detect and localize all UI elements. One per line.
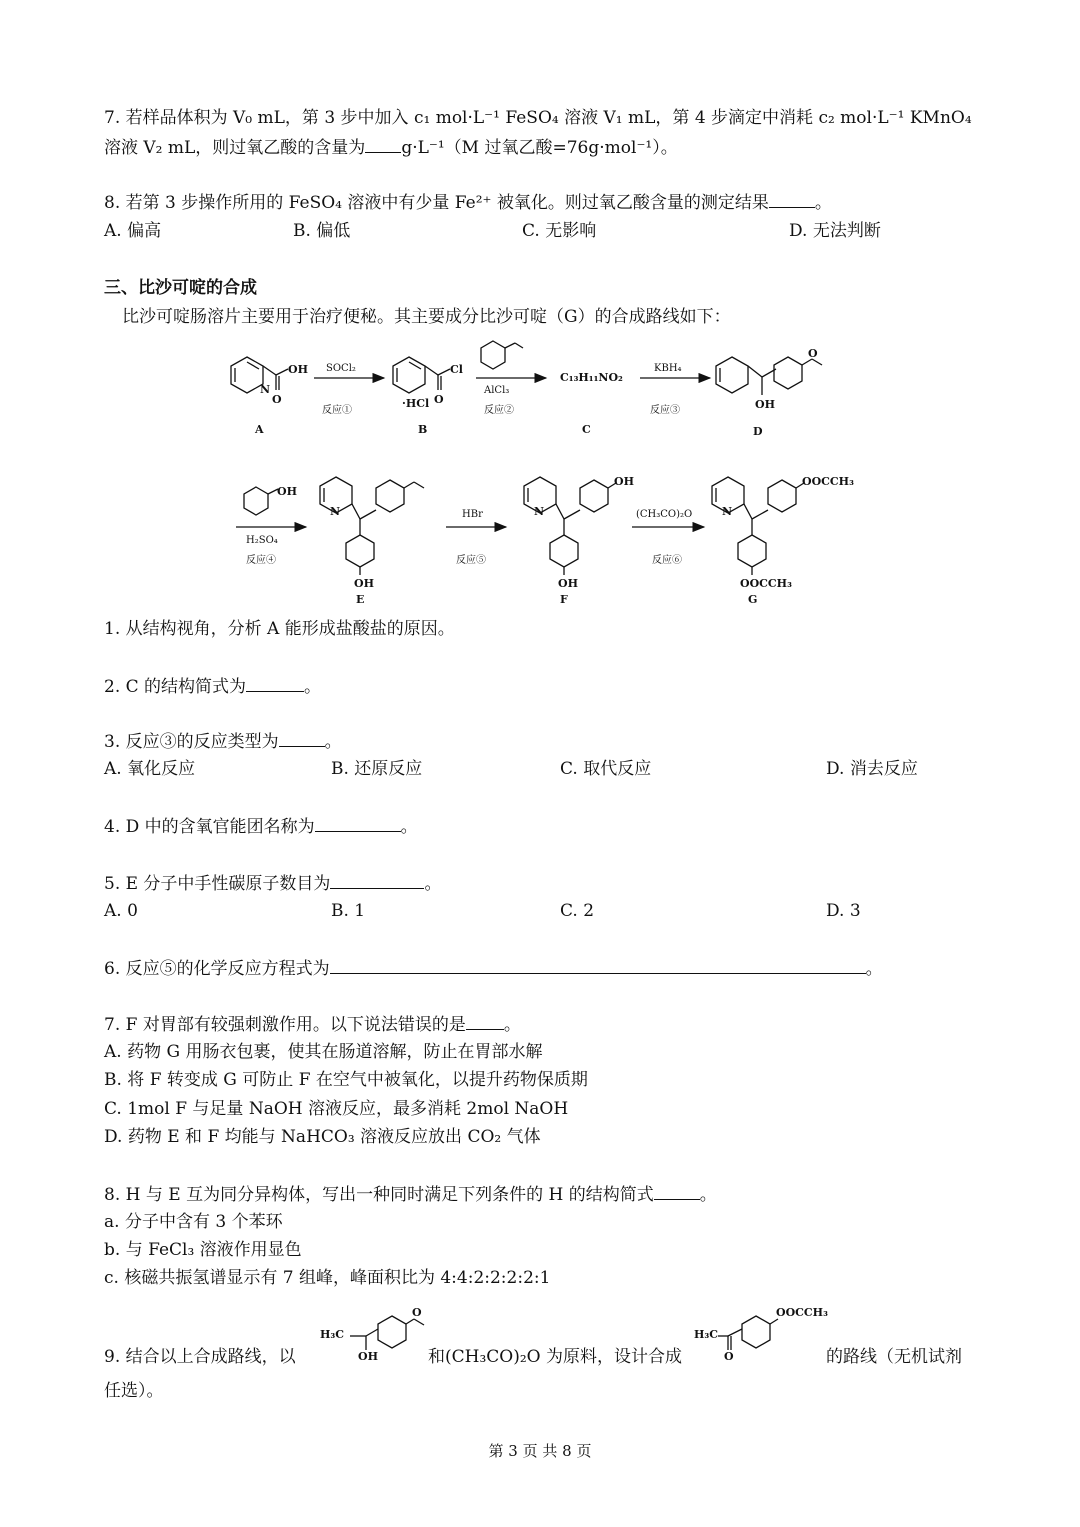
label-f: F (560, 593, 568, 606)
question-9-c: 的路线（无机试剂 (826, 1347, 962, 1367)
question-8 (104, 1183, 717, 1206)
section-intro: 比沙可啶肠溶片主要用于治疗便秘。其主要成分比沙可啶（G）的合成路线如下： (122, 307, 731, 327)
question-8-text: 8. H 与 E 互为同分异构体，写出一种同时满足下列条件的 H 的结构简式 (104, 1185, 654, 1205)
group-oh: OH (614, 475, 634, 488)
prev-q8-option-c[interactable]: C. 无影响 (522, 221, 597, 241)
q7-option-d[interactable]: D. 药物 E 和 F 均能与 NaHCO₃ 溶液反应放出 CO₂ 气体 (104, 1127, 541, 1147)
compound-c-formula: C₁₃H₁₁NO₂ (560, 371, 623, 384)
q3-option-c[interactable]: C. 取代反应 (560, 759, 652, 779)
compound-g-structure (712, 477, 804, 575)
question-5 (104, 872, 441, 895)
q8-condition-b: b. 与 FeCl₃ 溶液作用显色 (104, 1240, 302, 1260)
question-3 (104, 730, 342, 753)
section-title: 三、比沙可啶的合成 (104, 278, 257, 298)
group-o: O (808, 347, 818, 360)
question-2-text: 2. C 的结构简式为 (104, 677, 247, 697)
punct: 。 (865, 959, 883, 979)
group-oh: OH (277, 485, 297, 498)
answer-blank[interactable] (279, 730, 325, 747)
compound-b-structure (393, 357, 450, 393)
compound-e-structure (320, 477, 424, 575)
question-9-d: 任选）。 (104, 1381, 164, 1401)
q7-option-b[interactable]: B. 将 F 转变成 G 可防止 F 在空气中被氧化，以提升药物保质期 (104, 1070, 588, 1090)
group-oh: OH (558, 577, 578, 590)
q7-option-a[interactable]: A. 药物 G 用肠衣包裹，使其在肠道溶解，防止在胃部水解 (104, 1042, 543, 1062)
q8-condition-a: a. 分子中含有 3 个苯环 (104, 1212, 283, 1232)
question-3-text: 3. 反应③的反应类型为 (104, 732, 279, 752)
answer-blank[interactable] (330, 872, 424, 889)
group-oh: OH (755, 398, 775, 411)
synthesis-scheme (0, 335, 1080, 615)
q7-option-c[interactable]: C. 1mol F 与足量 NaOH 溶液反应，最多消耗 2mol NaOH (104, 1099, 569, 1119)
answer-blank[interactable] (246, 675, 304, 692)
q8-condition-c: c. 核磁共振氢谱显示有 7 组峰，峰面积比为 4:4:2:2:2:2:1 (104, 1268, 551, 1288)
q5-option-c[interactable]: C. 2 (560, 901, 595, 921)
group-occh3: OOCCH₃ (802, 475, 854, 488)
question-4 (104, 815, 418, 838)
prev-q7-unit: g·L⁻¹（M 过氧乙酸=76g·mol⁻¹）。 (401, 138, 678, 158)
group-n: N (534, 505, 545, 518)
label-a: A (255, 423, 264, 436)
punct: 。 (304, 677, 322, 697)
punct: 。 (424, 874, 442, 894)
prev-q7-line1: 7. 若样品体积为 V₀ mL，第 3 步中加入 c₁ mol·L⁻¹ FeSO₄ 溶液 V₁ mL，第 4 步滴定中消耗 c₂ mol·L⁻¹ KMnO₄ (104, 108, 972, 128)
group-oh: OH (354, 577, 374, 590)
question-6 (104, 957, 883, 980)
compound-f-structure (524, 477, 616, 575)
page-footer: 第 3 页 共 8 页 (488, 1442, 592, 1460)
phenol-reagent (244, 487, 278, 515)
group-h3c: H₃C (320, 1328, 344, 1341)
step-4: 反应④ (246, 555, 276, 566)
group-n: N (722, 505, 733, 518)
question-9-a: 9. 结合以上合成路线，以 (104, 1347, 296, 1367)
reagent-1: SOCl₂ (326, 363, 356, 374)
step-2: 反应② (484, 405, 514, 416)
group-occh3: OOCCH₃ (776, 1306, 828, 1319)
q3-option-a[interactable]: A. 氧化反应 (104, 759, 196, 779)
label-b: B (418, 423, 428, 436)
question-4-text: 4. D 中的含氧官能团名称为 (104, 817, 315, 837)
answer-blank[interactable] (769, 191, 815, 208)
step-6: 反应⑥ (652, 555, 682, 566)
prev-q8-stem (104, 191, 832, 214)
answer-blank[interactable] (466, 1013, 504, 1030)
prev-q7-line2 (104, 136, 678, 159)
label-e: E (356, 593, 365, 606)
group-o: O (724, 1350, 734, 1363)
reagent-6: (CH₃CO)₂O (636, 509, 693, 520)
reagent-4-acid: H₂SO₄ (246, 535, 278, 546)
question-5-text: 5. E 分子中手性碳原子数目为 (104, 874, 331, 894)
question-6-text: 6. 反应⑤的化学反应方程式为 (104, 959, 330, 979)
q3-option-b[interactable]: B. 还原反应 (331, 759, 423, 779)
q9-target-molecule (694, 1300, 834, 1370)
label-c: C (582, 423, 591, 436)
question-1: 1. 从结构视角，分析 A 能形成盐酸盐的原因。 (104, 619, 455, 639)
q5-option-d[interactable]: D. 3 (826, 901, 861, 921)
step-5: 反应⑤ (456, 555, 486, 566)
question-2 (104, 675, 321, 698)
group-o: O (434, 393, 444, 406)
prev-q8-option-a[interactable]: A. 偏高 (104, 221, 162, 241)
reagent-5: HBr (462, 509, 483, 520)
answer-blank[interactable] (365, 136, 401, 153)
group-hcl: ·HCl (402, 397, 430, 410)
answer-blank[interactable] (315, 815, 401, 832)
anisole-reagent (481, 341, 523, 369)
group-h3c: H₃C (694, 1328, 718, 1341)
prev-q8-text: 8. 若第 3 步操作所用的 FeSO₄ 溶液中有少量 Fe²⁺ 被氧化。则过氧乙酸含量的测定结果 (104, 193, 769, 213)
group-o: O (412, 1306, 422, 1319)
step-3: 反应③ (650, 405, 680, 416)
label-g: G (748, 593, 758, 606)
group-oh: OH (358, 1350, 378, 1363)
prev-q8-option-d[interactable]: D. 无法判断 (789, 221, 881, 241)
question-7 (104, 1013, 521, 1036)
question-7-text: 7. F 对胃部有较强刺激作用。以下说法错误的是 (104, 1015, 466, 1035)
question-9-b: 和(CH₃CO)₂O 为原料，设计合成 (428, 1347, 683, 1367)
group-occh3: OOCCH₃ (740, 577, 792, 590)
punct: 。 (699, 1185, 717, 1205)
group-n: N (330, 505, 341, 518)
compound-d-structure (716, 357, 822, 395)
reagent-2-cat: AlCl₃ (484, 385, 510, 396)
punct: 。 (814, 193, 832, 213)
group-n: N (260, 383, 271, 396)
group-o: O (272, 393, 282, 406)
q5-option-a[interactable]: A. 0 (104, 901, 138, 921)
punct: 。 (400, 817, 418, 837)
q9-starting-material (318, 1300, 438, 1370)
prev-q7-line2-text: 溶液 V₂ mL，则过氧乙酸的含量为 (104, 138, 366, 158)
punct: 。 (324, 732, 342, 752)
answer-blank[interactable] (330, 957, 866, 974)
reagent-3: KBH₄ (654, 363, 682, 374)
label-d: D (753, 425, 763, 438)
answer-blank[interactable] (654, 1183, 700, 1200)
punct: 。 (503, 1015, 521, 1035)
prev-q8-option-b[interactable]: B. 偏低 (293, 221, 351, 241)
step-1: 反应① (322, 405, 352, 416)
group-oh: OH (288, 363, 308, 376)
q5-option-b[interactable]: B. 1 (331, 901, 366, 921)
q3-option-d[interactable]: D. 消去反应 (826, 759, 918, 779)
group-cl: Cl (450, 363, 463, 376)
